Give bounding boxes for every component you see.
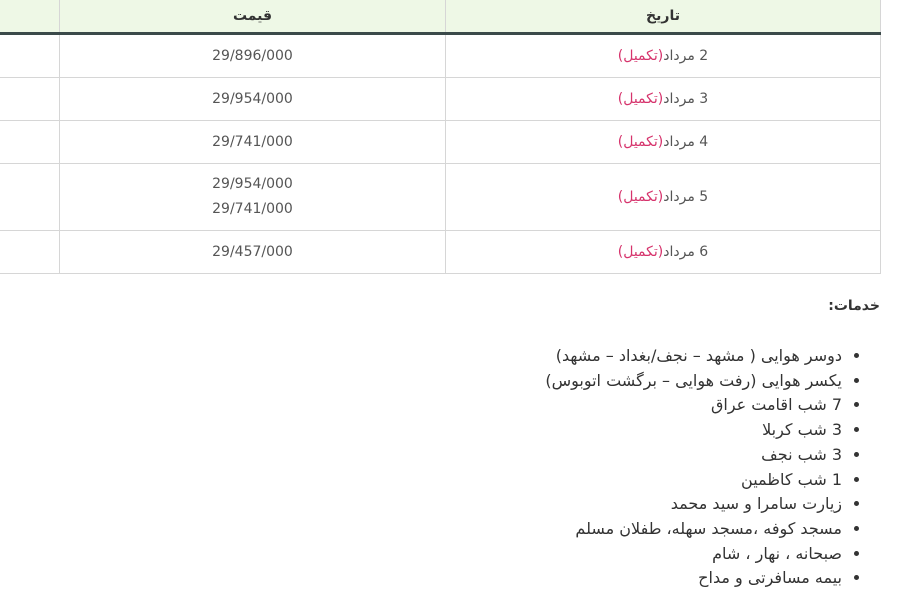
- price-text: 29/457/000: [212, 244, 293, 260]
- price-text: 29/896/000: [212, 48, 293, 64]
- table-row: [0, 34, 881, 78]
- extra-cell: [0, 78, 60, 121]
- date-text: 4 مرداد: [663, 134, 709, 150]
- date-cell: [446, 78, 881, 121]
- table-row: [0, 164, 881, 231]
- status-tag: (تکمیل): [617, 48, 664, 64]
- date-cell: [446, 34, 881, 78]
- date-text: 6 مرداد: [663, 244, 709, 260]
- price-text: 29/741/000: [212, 201, 293, 217]
- services-section: [20, 298, 880, 591]
- date-text: 5 مرداد: [663, 188, 709, 205]
- list-item: • 7 شب اقامت عراق: [20, 393, 842, 418]
- services-title: خدمات:: [828, 298, 880, 314]
- list-item: • صبحانه ، نهار ، شام: [20, 542, 842, 567]
- list-item: • زیارت سامرا و سید محمد: [20, 492, 842, 517]
- price-cell: [60, 231, 446, 274]
- table-row: [0, 78, 881, 121]
- price-table-container: [0, 0, 880, 274]
- list-item: • 3 شب کربلا: [20, 418, 842, 443]
- header-extra: [0, 0, 60, 34]
- list-item: • دوسر هوایی ( مشهد – نجف/بغداد – مشهد): [20, 344, 842, 369]
- services-list: [20, 344, 880, 591]
- price-cell: [60, 121, 446, 164]
- table-row: [0, 121, 881, 164]
- status-tag: (تکمیل): [617, 188, 664, 205]
- extra-cell: [0, 34, 60, 78]
- price-table: [0, 0, 881, 274]
- list-item: • 3 شب نجف: [20, 443, 842, 468]
- price-cell: [60, 34, 446, 78]
- table-header-row: [0, 0, 881, 34]
- status-tag: (تکمیل): [617, 244, 664, 260]
- date-cell: [446, 164, 881, 231]
- extra-cell: [0, 231, 60, 274]
- price-text: 29/954/000: [212, 176, 293, 192]
- price-text: 29/741/000: [212, 134, 293, 150]
- header-date: تاریخ: [446, 0, 881, 34]
- list-item: • یکسر هوایی (رفت هوایی – برگشت اتوبوس): [20, 369, 842, 394]
- date-text: 2 مرداد: [663, 48, 709, 64]
- list-item: • بیمه مسافرتی و مداح: [20, 566, 842, 591]
- price-cell: [60, 78, 446, 121]
- header-price: قیمت: [60, 0, 446, 34]
- price-cell: [60, 164, 446, 231]
- list-item: • مسجد کوفه ،مسجد سهله، طفلان مسلم: [20, 517, 842, 542]
- date-cell: [446, 231, 881, 274]
- list-item: • 1 شب کاظمین: [20, 468, 842, 493]
- date-text: 3 مرداد: [663, 91, 709, 107]
- extra-cell: [0, 121, 60, 164]
- status-tag: (تکمیل): [617, 134, 664, 150]
- status-tag: (تکمیل): [617, 91, 664, 107]
- date-cell: [446, 121, 881, 164]
- price-text: 29/954/000: [212, 91, 293, 107]
- table-row: [0, 231, 881, 274]
- extra-cell: [0, 164, 60, 231]
